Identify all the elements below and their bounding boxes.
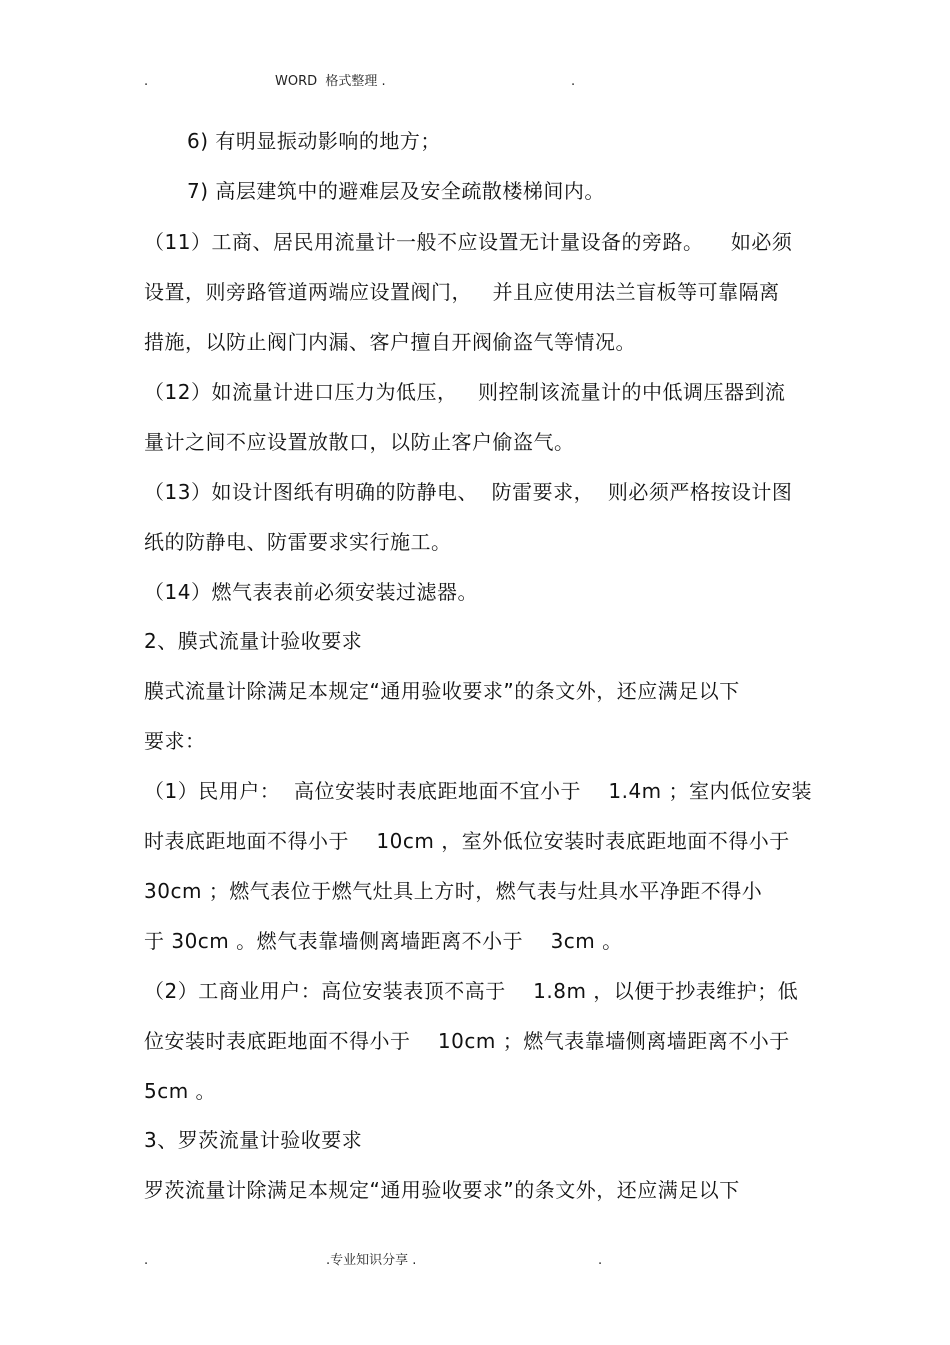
text-line: （2）工商业用户：高位安装表顶不高于 1.8m ，以便于抄表维护；低	[144, 979, 799, 1003]
footer-text: .专业知识分享 .	[326, 1253, 417, 1268]
text-line: （11）工商、居民用流量计一般不应设置无计量设备的旁路。 如必须	[144, 230, 793, 254]
text-line: （1）民用户： 高位安装时表底距地面不宜小于 1.4m ；室内低位安装	[144, 779, 813, 803]
text-line: 要求：	[144, 729, 206, 753]
text-line: 位安装时表底距地面不得小于 10cm ；燃气表靠墙侧离墙距离不小于	[144, 1029, 790, 1053]
header-left-dot: .	[144, 74, 149, 89]
text-line: 罗茨流量计除满足本规定“通用验收要求”的条文外，还应满足以下	[144, 1178, 740, 1202]
text-line: 于 30cm 。燃气表靠墙侧离墙距离不小于 3cm 。	[144, 929, 623, 953]
text-line: 纸的防静电、防雷要求实行施工。	[144, 530, 452, 554]
text-line: 30cm ；燃气表位于燃气灶具上方时，燃气表与灶具水平净距不得小	[144, 879, 763, 903]
text-line: 6) 有明显振动影响的地方；	[187, 129, 441, 153]
text-line: 5cm 。	[144, 1079, 217, 1103]
text-line: （13）如设计图纸有明确的防静电、 防雷要求， 则必须严格按设计图	[144, 480, 793, 504]
header-title: WORD 格式整理 .	[275, 74, 386, 89]
text-line: （14）燃气表表前必须安装过滤器。	[144, 580, 478, 604]
text-line: 设置，则旁路管道两端应设置阀门， 并且应使用法兰盲板等可靠隔离	[144, 280, 780, 304]
text-line: 7) 高层建筑中的避难层及安全疏散楼梯间内。	[187, 179, 605, 203]
section-heading: 2、膜式流量计验收要求	[144, 629, 363, 653]
footer-left-dot: .	[144, 1253, 149, 1268]
text-line: 量计之间不应设置放散口，以防止客户偷盗气。	[144, 430, 575, 454]
text-line: 时表底距地面不得小于 10cm ，室外低位安装时表底距地面不得小于	[144, 829, 790, 853]
header-right-dot: .	[571, 74, 576, 89]
text-line: （12）如流量计进口压力为低压， 则控制该流量计的中低调压器到流	[144, 380, 786, 404]
text-line: 膜式流量计除满足本规定“通用验收要求”的条文外，还应满足以下	[144, 679, 740, 703]
text-line: 措施，以防止阀门内漏、客户擅自开阀偷盗气等情况。	[144, 330, 636, 354]
footer-right-dot: .	[598, 1253, 603, 1268]
section-heading: 3、罗茨流量计验收要求	[144, 1128, 363, 1152]
